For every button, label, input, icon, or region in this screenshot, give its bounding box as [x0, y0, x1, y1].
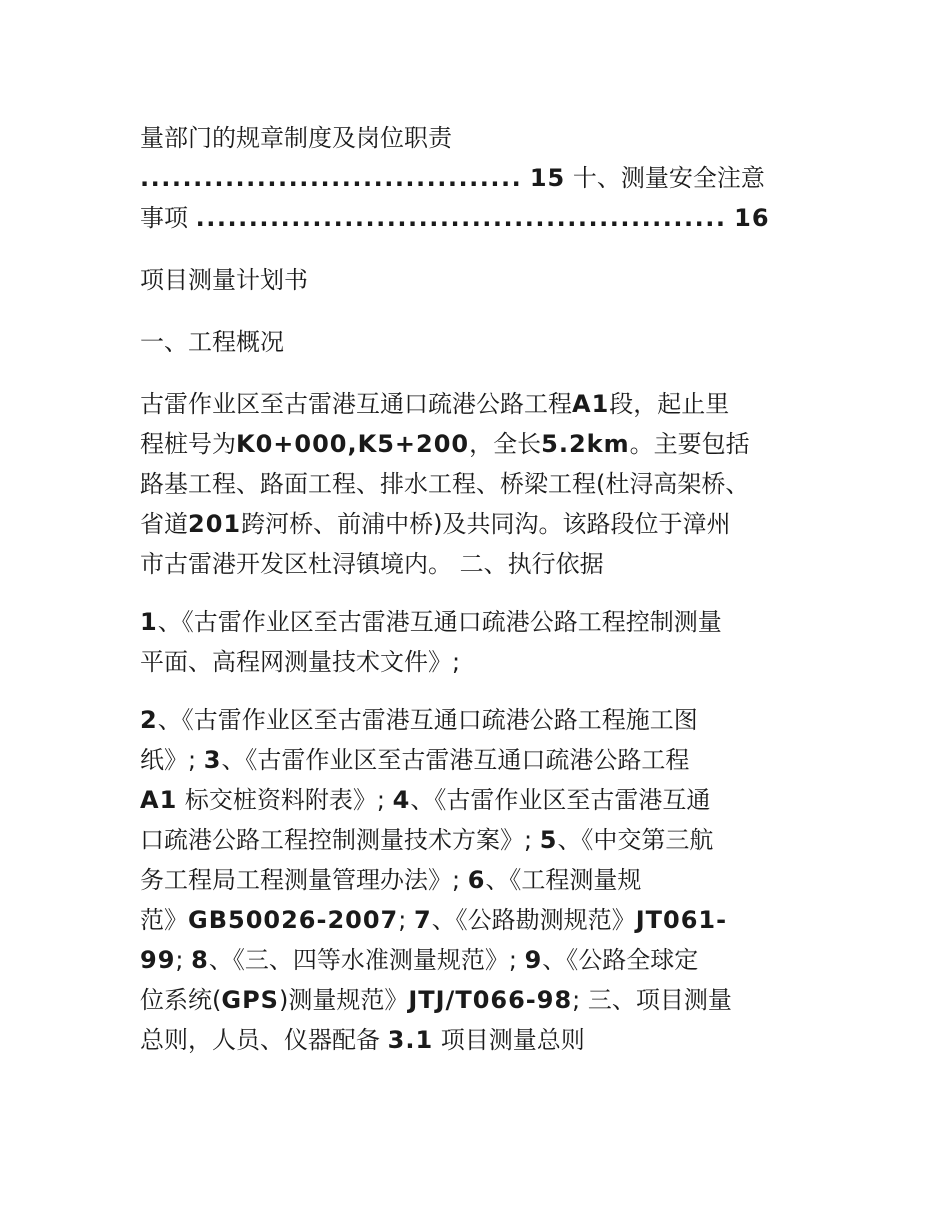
item-number: 6 — [467, 866, 486, 894]
paragraph-line — [140, 740, 812, 780]
text-run-bold: K0+000,K5+200 — [236, 430, 470, 458]
item-number: 3 — [203, 746, 222, 774]
document-title — [140, 260, 812, 300]
toc-line-2 — [140, 158, 812, 198]
item-number: 8 — [191, 946, 209, 974]
paragraph-line — [140, 544, 812, 584]
section-heading-text: 一、工程概况 — [140, 328, 284, 356]
toc-line-1 — [140, 118, 812, 158]
reference-item-1 — [140, 602, 812, 682]
text-run-bold: GPS — [221, 986, 279, 1014]
text-run: 古雷作业区至古雷港互通口疏港公路工程 — [140, 390, 572, 418]
paragraph-line — [140, 602, 812, 642]
paragraph-line — [140, 780, 812, 820]
text-run: 、《古雷作业区至古雷港互通 — [410, 786, 711, 814]
toc-entry-text: 量部门的规章制度及岗位职责 — [140, 124, 452, 152]
text-run: 务工程局工程测量管理办法》; — [140, 866, 461, 894]
paragraph-line — [140, 700, 812, 740]
text-run: 程桩号为 — [140, 430, 236, 458]
text-run: )测量规范》 — [278, 986, 409, 1014]
text-run: 项目测量总则 — [440, 1026, 585, 1054]
text-run: 、《古雷作业区至古雷港互通口疏港公路工程控制测量 — [157, 608, 722, 636]
paragraph-line — [140, 1020, 812, 1060]
item-number: 5 — [539, 826, 558, 854]
paragraph-line — [140, 980, 812, 1020]
text-run: 、《中交第三航 — [557, 826, 714, 854]
paragraph-line — [140, 424, 812, 464]
paragraph-line — [140, 642, 812, 682]
item-number: 4 — [392, 786, 411, 814]
toc-entry-text: 事项 — [140, 204, 188, 232]
text-run: 、《古雷作业区至古雷港互通口疏港公路工程施工图 — [157, 706, 698, 734]
document-page — [140, 118, 812, 1060]
toc-leader-dots: .................................................. — [195, 204, 727, 232]
text-run: 口疏港公路工程控制测量技术方案》; — [140, 826, 533, 854]
text-run: 省道 — [140, 510, 188, 538]
text-run: ; 三、项目测量 — [572, 986, 732, 1014]
text-run-bold: 201 — [188, 510, 242, 538]
text-run: 、《工程测量规 — [485, 866, 642, 894]
text-run: ; — [175, 946, 184, 974]
paragraph-line — [140, 900, 812, 940]
text-run-bold: 99 — [140, 946, 176, 974]
toc-line-3 — [140, 198, 812, 238]
text-run: 、《公路全球定 — [542, 946, 699, 974]
text-run: 总则，人员、仪器配备 — [140, 1026, 380, 1054]
text-run: 、《古雷作业区至古雷港互通口疏港公路工程 — [221, 746, 690, 774]
text-run-bold: 5.2km — [541, 430, 630, 458]
text-run: 路基工程、路面工程、排水工程、桥梁工程(杜浔高架桥、 — [140, 470, 750, 498]
toc-leader-dots: .................................... — [140, 164, 523, 192]
paragraph-line — [140, 504, 812, 544]
section-heading-overview — [140, 322, 812, 362]
paragraph-line — [140, 384, 812, 424]
toc-page-number: 15 — [529, 164, 566, 192]
document-title-text: 项目测量计划书 — [140, 266, 308, 294]
paragraph-line — [140, 820, 812, 860]
text-run: 位系统( — [140, 986, 222, 1014]
toc-page-number: 16 — [734, 204, 770, 232]
text-run: 纸》; — [140, 746, 197, 774]
text-run: 市古雷港开发区杜浔镇境内。 二、执行依据 — [140, 550, 604, 578]
item-number: 7 — [413, 906, 432, 934]
paragraph-line — [140, 464, 812, 504]
text-run-bold: JTJ/T066-98 — [408, 986, 573, 1014]
section-number: 3.1 — [387, 1026, 434, 1054]
item-number: 9 — [524, 946, 543, 974]
paragraph-line — [140, 860, 812, 900]
text-run: 段，起止里 — [609, 390, 730, 418]
text-run-bold: A1 — [140, 786, 178, 814]
paragraph-line — [140, 940, 812, 980]
text-run: 范》 — [140, 906, 188, 934]
text-run: ，全长 — [469, 430, 542, 458]
text-run: 。主要包括 — [629, 430, 750, 458]
toc-entry-text: 十、测量安全注意 — [572, 164, 765, 192]
text-run-bold: GB50026-2007 — [188, 906, 399, 934]
text-run: 、《三、四等水准测量规范》; — [208, 946, 517, 974]
item-number: 1 — [140, 608, 158, 636]
reference-items-2-9 — [140, 700, 812, 1060]
text-run-bold: A1 — [572, 390, 610, 418]
text-run: 标交桩资料附表》; — [184, 786, 386, 814]
text-run: 跨河桥、前浦中桥)及共同沟。该路段位于漳州 — [241, 510, 731, 538]
item-number: 2 — [140, 706, 158, 734]
text-run-bold: JT061- — [635, 906, 728, 934]
text-run: 平面、高程网测量技术文件》; — [140, 648, 461, 676]
overview-paragraph — [140, 384, 812, 584]
text-run: 、《公路勘测规范》 — [431, 906, 636, 934]
text-run: ; — [398, 906, 407, 934]
